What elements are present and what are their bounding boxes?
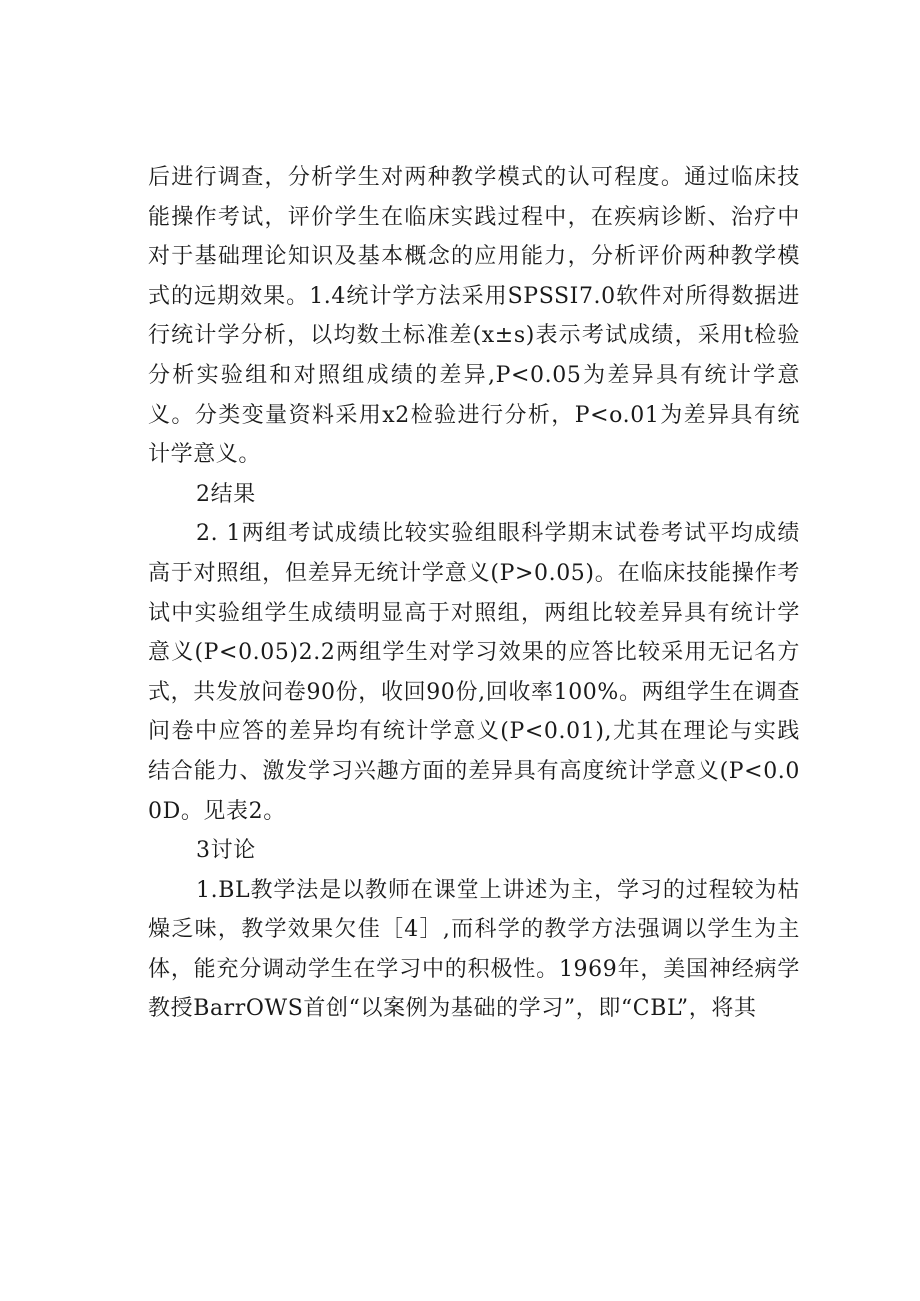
paragraph-results: 2. 1两组考试成绩比较实验组眼科学期末试卷考试平均成绩高于对照组，但差异无统计学意义(P>0.05)。在临床技能操作考试中实验组学生成绩明显高于对照组，两组比较差异具有统计学意义(P<0.05)2.2两组学生对学习效果的应答比较采用无记名方式，共发放问卷90份，收回90份,回收率100%。两组学生在调查问卷中应答的差异均有统计学意义(P<0.01),尤其在理论与实践结合能力、激发学习兴趣方面的差异具有高度统计学意义(P<0.00D。见表2。 bbox=[148, 521, 800, 824]
paragraph-methods-continued: 后进行调查，分析学生对两种教学模式的认可程度。通过临床技能操作考试，评价学生在临床实践过程中，在疾病诊断、治疗中对于基础理论知识及基本概念的应用能力，分析评价两种教学模式的远期效果。1.4统计学方法采用SPSSI7.0软件对所得数据进行统计学分析，以均数土标准差(x±s)表示考试成绩，采用t检验分析实验组和对照组成绩的差异,P<0.05为差异具有统计学意义。分类变量资料采用x2检验进行分析，P<o.01为差异具有统计学意义。 bbox=[148, 165, 800, 468]
paragraph-discussion: 1.BL教学法是以教师在课堂上讲述为主，学习的过程较为枯燥乏味，教学效果欠佳［4］,而科学的教学方法强调以学生为主体，能充分调动学生在学习中的积极性。1969年，美国神经病学教授BarrOWS首创“以案例为基础的学习”，即“CBL”，将其 bbox=[148, 877, 800, 1022]
section-heading-results: 2结果 bbox=[196, 481, 256, 507]
section-heading-discussion: 3讨论 bbox=[196, 838, 256, 864]
document-body bbox=[148, 158, 800, 1029]
